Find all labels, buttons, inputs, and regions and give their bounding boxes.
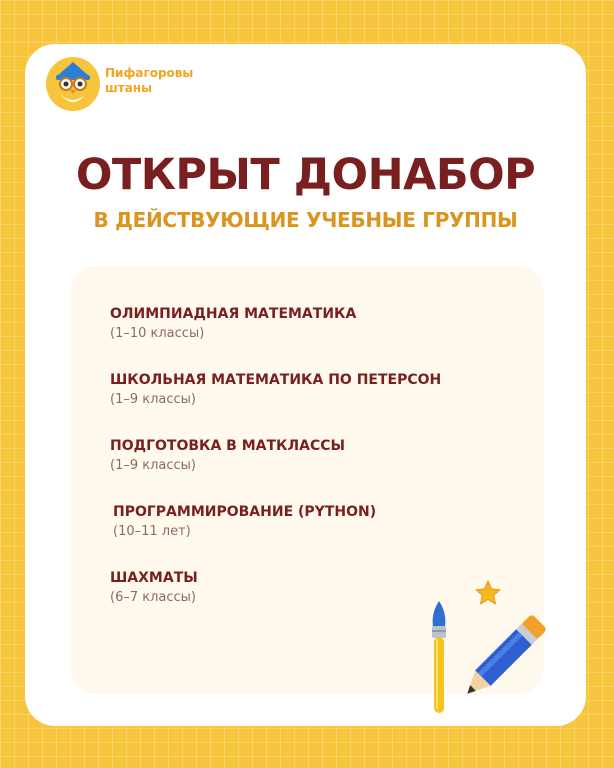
pythagoras-owl-logo-icon	[45, 56, 101, 112]
paintbrush-icon	[424, 599, 454, 719]
brand-name	[105, 66, 205, 96]
course-name: ОЛИМПИАДНАЯ МАТЕМАТИКА	[110, 306, 357, 322]
course-name: ПРОГРАММИРОВАНИЕ (PYTHON)	[113, 504, 377, 520]
course-name: ШАХМАТЫ	[110, 570, 198, 586]
course-grades: (6–7 классы)	[110, 590, 197, 605]
subheadline: В ДЕЙСТВУЮЩИЕ УЧЕБНЫЕ ГРУППЫ	[93, 208, 518, 232]
course-name: ШКОЛЬНАЯ МАТЕМАТИКА ПО ПЕТЕРСОН	[110, 372, 442, 388]
brand-name-line1: Пифагоровы	[105, 66, 194, 80]
course-grades: (1–9 классы)	[110, 458, 197, 473]
course-item-programming-python	[113, 504, 376, 539]
course-item-school-math-peterson	[110, 372, 441, 407]
course-grades: (10–11 лет)	[113, 524, 191, 539]
course-grades: (1–9 классы)	[110, 392, 197, 407]
course-item-olympiad-math	[110, 306, 356, 341]
brand-name-line2: штаны	[105, 81, 152, 95]
course-grades: (1–10 классы)	[110, 326, 205, 341]
course-name: ПОДГОТОВКА В МАТКЛАССЫ	[110, 438, 346, 454]
star-icon	[474, 579, 502, 607]
pencil-icon	[455, 612, 550, 707]
announcement-card	[25, 44, 586, 726]
course-item-chess	[110, 570, 198, 605]
headline: ОТКРЫТ ДОНАБОР	[75, 150, 536, 200]
course-item-math-class-prep	[110, 438, 345, 473]
